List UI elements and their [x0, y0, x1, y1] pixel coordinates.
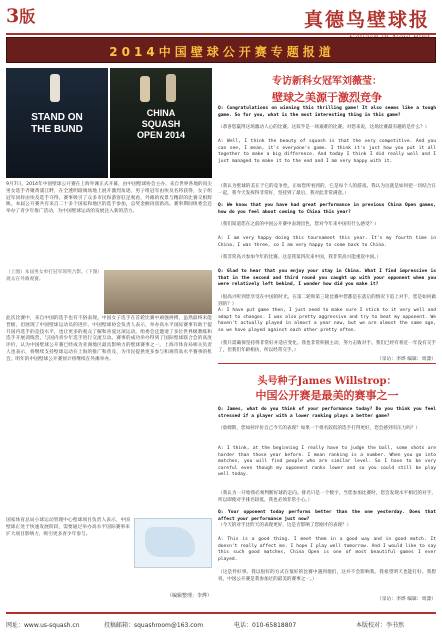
player-figure	[166, 74, 176, 102]
page-suffix: 版	[19, 7, 36, 26]
masthead-title: 真德鸟壁球报	[303, 9, 430, 31]
footer-proofreader: 本版校对：李书然	[356, 622, 405, 629]
left-editor-credit: （编辑整理：李烨）	[166, 593, 212, 599]
page-header	[0, 0, 442, 40]
article-intro-text: 9月7日，2014年中国壁球公开赛在上海外滩正式开幕，由中国壁球协会主办。来自世界各地的顶尖男女选手齐聚黄浦江畔，在全透明玻璃场地上展开激烈角逐。男子组冠军由埃及名将获得，女子组冠军同样由埃及选手夺得。赛事吸引了众多市民和游客驻足观看，外滩的夜景与精彩的比赛交相辉映。本届公开赛共有来自二十多个国家和地区的选手参加，总奖金额再创新高。赛事期间组委会还举办了青少年推广活动，为中国壁球运动的发展注入新的活力。	[6, 182, 212, 215]
interview-1-a3: A: I have put game then, I just need to make sure I stick to it very well and adapt to changes. I was also pretty aggressive and try to beat my opponent. We haven't actually played in almost a year now, but we are almost the same age, so we have played against each other pretty often.	[218, 308, 436, 333]
china-map-graphic	[134, 518, 212, 568]
audience-photo	[104, 270, 212, 314]
interview-2-a5-cn: （这是件好事。我以很好的方式在很好的比赛中遇到他们，这并不会影响我。我希望明天也能打好。我想说，中国公开赛是我参加过的最美的赛事之一。）	[218, 570, 436, 582]
section-divider	[218, 363, 436, 364]
photo-cs-text	[118, 108, 204, 141]
interview-1-heading: 专访新科女冠军刘薇莹：	[272, 76, 382, 87]
photo-stage-line-2: THE BUND	[31, 124, 83, 135]
interview-1-a2: A: I am very happy doing this tournament this year. It's my fourth time in China, I was three, so I am very happy to come back to China.	[218, 236, 436, 248]
interview-2-q4: Q: James, what do you think of your performance today? Do you think you feel stressed if a player with a lower ranking plays a better game?	[218, 407, 436, 419]
article-body-text: 此次比赛中，来自中国的选手也有不俗表现。中国女子选手在首轮比赛中顽强拼搏，虽然最终未能晋级，但展现了中国壁球运动员的进步。中国壁球协会负责人表示，举办高水平国际赛事有助于提升国内选手的竞技水平，也让更多的观众了解和喜爱这项运动。组委会还邀请了多位世界级教练和选手开展训练营，与国内青少年选手进行交流互动。赛事的成功举办得到了国际壁球联合会的高度评价，认为中国壁球公开赛已经成为亚洲地区最具影响力的壁球赛事之一。上海市体育局相关负责人也表示，将继续支持壁球运动在上海的推广和普及，为市民提供更多参与和观赏高水平赛事的机会。明年的中国壁球公开赛预计将继续在外滩举办。	[6, 316, 212, 362]
photo-stage-text	[14, 112, 100, 136]
footer-email: 投稿邮箱：squashroom@163.com	[104, 622, 204, 629]
player-figure	[140, 76, 150, 102]
photo-cs-line-3: OPEN 2014	[136, 130, 186, 140]
interview-2-a4-cn: （我认为一开始我必须判断好球的走向。排名只是一个数字，当您参加比赛时，您会发现水平相近的对手，所以即使对手排名较低，我也必须非常小心。）	[218, 491, 436, 503]
footer-website: 网址：www.us-squash.cn	[6, 622, 80, 629]
interview-1-q2: Q: We know that you have had great performance in previous China Open games, how do you feel about coming to China this year?	[218, 203, 436, 215]
interview-1-a1: A: Well, I think the beauty of squash is that the very competitive. And you can see, I mean, it's everyone's game. I think it's just how you put it all together to make a big difference. And today I think I did really well and I just managed to make it to the end and I am very happy with it.	[218, 139, 436, 164]
photo-left-panel	[6, 68, 108, 178]
interview-1-q3-cn: （很高兴听到您享受在中国的时光。在第二轮和第三轮比赛中您都是在落后的情况下追上对手，您是如何做到的？）	[218, 295, 436, 307]
photo-cs-line-1: CHINA	[146, 108, 176, 118]
footer-row	[6, 620, 436, 632]
page-number-value: 3	[6, 5, 20, 27]
interview-1-editor-credit: （采访：李烨 编辑：周潇）	[376, 357, 436, 362]
interview-1-a1-cn: （我认为壁球的美在于它的竞争性。正如您所看到的，它是每个人的游戏。我认为这就是如何把一切结合在一起，我今天发挥得非常好，坚持到了最后，我对此非常满意。）	[218, 184, 436, 196]
interview-1-q2-cn: （我们知道您在之前的中国公开赛中表现出色，您对今年来中国有什么感受？）	[218, 222, 379, 227]
photo-right-panel	[110, 68, 212, 178]
interview-1-q3: Q: Glad to hear that you enjoy your stay in China. What I find impressive is that in the second and third round you caught up with your opponent when you were relatively left behind, I wonder how did you make it?	[218, 269, 436, 287]
interview-2-heading: 头号种子James Willstrop：	[257, 376, 397, 387]
interview-2-q5-cn: （今天的对手比昨天的表现更好，这是否影响了您刚才的表现？）	[218, 523, 352, 528]
interview-2-subheading: 中国公开赛是最美的赛事之一	[255, 389, 399, 402]
interview-2-q4-cn: （詹姆斯，您如何评价自己今天的表现？如果一个排名较低的选手打得更好，您会感到有压力吗？）	[218, 426, 421, 431]
interview-2-a5: A: This is a good thing. I meet them in a good way and in good match. It doesn't really affect me. I hope I play well tomorrow. And I would like to say this such good matches, China Open is one of most beautiful games I ever played.	[218, 537, 436, 562]
interview-2-q5: Q: Your opponent today performs better than the one yesterday. Does that affect your performance just now?	[218, 510, 436, 522]
banner-title: 2014中国壁球公开赛专题报道	[109, 45, 335, 59]
photo-caption: （上图）本届男女单打冠军领奖合影。（下图）观众在外滩观赛。	[6, 270, 100, 282]
photo-stage-line-1: STAND ON	[31, 112, 83, 123]
feature-photo	[6, 68, 212, 178]
section-banner	[6, 37, 436, 63]
footer-phone: 电话：010-65818807	[234, 622, 297, 629]
article-closing-text: 国家体育总局小球运动管理中心壁球项目负责人表示，中国壁球正处于快速发展阶段，需要通过举办高水平国际赛事来扩大项目影响力，吸引更多青少年参与。	[6, 518, 130, 537]
header-rule	[6, 33, 436, 35]
interview-1-a3-cn: （我只需确保坚持得非常好并适应变化。我也非常积极主动，努力击败对手。我们已经有将近一年没有交手了，但我们年龄相仿，所以经常交手。）	[218, 341, 436, 353]
interview-1-a2-cn: （我非常高兴参加今年的比赛。这是我第四次来中国，我非常高兴能重返中国。）	[218, 255, 382, 260]
page-number	[6, 4, 35, 27]
player-figure	[50, 74, 60, 102]
interview-2-editor-credit: （采访：李烨 编辑：周潇）	[376, 597, 436, 602]
photo-cs-line-2: SQUASH	[141, 119, 181, 129]
interview-1-subheading: 壁球之美源于激烈竞争	[272, 91, 382, 104]
interview-1-q1-cn: （恭喜您赢得这场激动人心的比赛。这似乎是一场艰难的比赛。对您来说，这场比赛最有趣的是什么？）	[218, 125, 430, 130]
interview-2-a4: A: I think, at the beginning I really have to judge the ball, some shots are harder than those year before. I mean ranking is a number. When you go into matches, you will find people who are similar level. So I have to be very careful even though my opponent ranks lower and so you could still be play well today.	[218, 446, 436, 477]
interview-1-q1: Q: Congratulations on winning this thrilling game! It also seems like a tough game. So for you, what is the most interesting thing in this game?	[218, 106, 436, 118]
